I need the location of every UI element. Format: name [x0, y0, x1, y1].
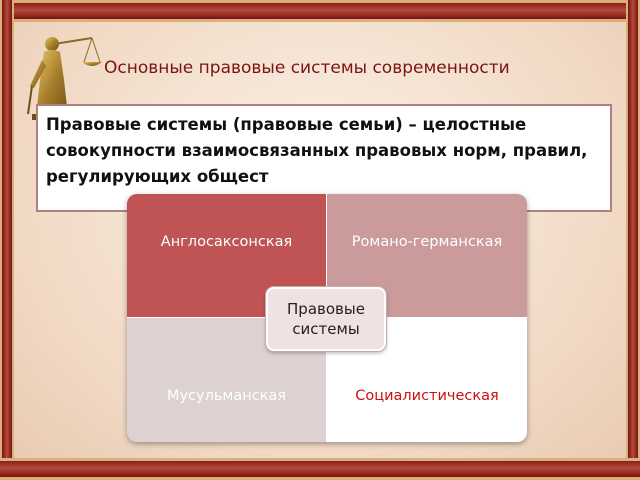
frame-top	[0, 0, 640, 22]
cell-anglo-saxon: Англосаксонская	[127, 194, 327, 318]
center-label-line1: Правовые	[287, 300, 365, 318]
cell-socialist: Социалистическая	[327, 318, 527, 442]
frame-right	[626, 0, 640, 480]
definition-text: Правовые системы (правовые семьи) – целостные совокупности взаимосвязанных правовых норм, правил, регулирующих общест	[46, 115, 588, 186]
center-label-line2: системы	[292, 320, 360, 338]
slide-title: Основные правовые системы современности	[104, 58, 510, 78]
cell-romano-germanic: Романо-германская	[327, 194, 527, 318]
frame-left	[0, 0, 14, 480]
cell-muslim: Мусульманская	[127, 318, 327, 442]
center-label	[266, 287, 386, 351]
frame-bottom	[0, 458, 640, 480]
